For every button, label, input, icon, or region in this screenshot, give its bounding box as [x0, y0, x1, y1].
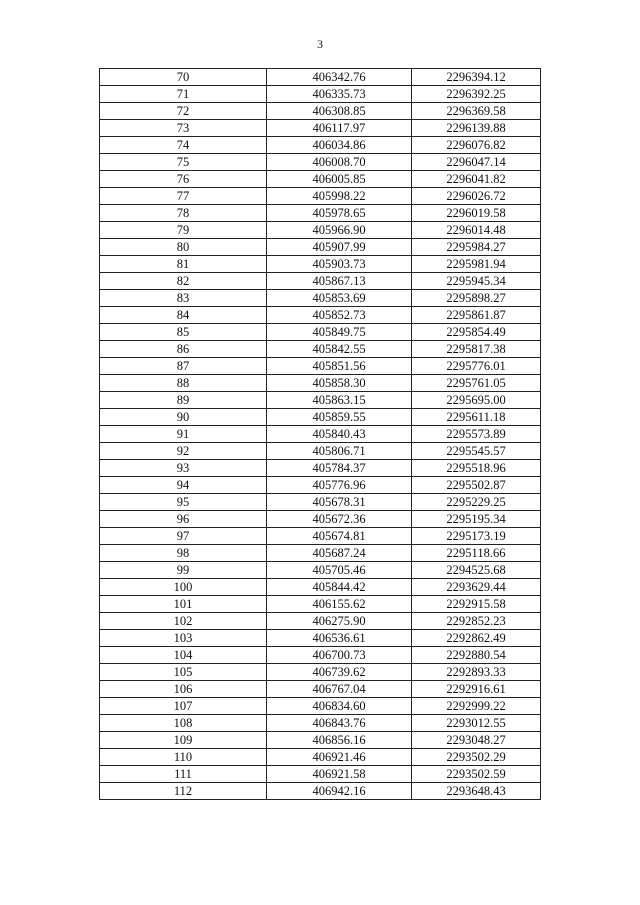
- y-coordinate-cell: 2295945.34: [412, 273, 541, 290]
- table-row: [100, 103, 541, 120]
- table-row: [100, 341, 541, 358]
- y-coordinate-cell: 2296041.82: [412, 171, 541, 188]
- y-coordinate-cell: 2293048.27: [412, 732, 541, 749]
- table-row: [100, 409, 541, 426]
- point-number-cell: 112: [100, 783, 267, 800]
- table-row: [100, 562, 541, 579]
- point-number-cell: 107: [100, 698, 267, 715]
- y-coordinate-cell: 2295573.89: [412, 426, 541, 443]
- point-number-cell: 71: [100, 86, 267, 103]
- table-row: [100, 511, 541, 528]
- table-row: [100, 494, 541, 511]
- point-number-cell: 82: [100, 273, 267, 290]
- x-coordinate-cell: 406335.73: [267, 86, 412, 103]
- point-number-cell: 96: [100, 511, 267, 528]
- page-number: 3: [317, 37, 323, 51]
- x-coordinate-cell: 406942.16: [267, 783, 412, 800]
- x-coordinate-cell: 406843.76: [267, 715, 412, 732]
- x-coordinate-cell: 406739.62: [267, 664, 412, 681]
- y-coordinate-cell: 2292880.54: [412, 647, 541, 664]
- y-coordinate-cell: 2292893.33: [412, 664, 541, 681]
- table-row: [100, 324, 541, 341]
- y-coordinate-cell: 2296392.25: [412, 86, 541, 103]
- x-coordinate-cell: 405863.15: [267, 392, 412, 409]
- x-coordinate-cell: 406005.85: [267, 171, 412, 188]
- point-number-cell: 102: [100, 613, 267, 630]
- y-coordinate-cell: 2295898.27: [412, 290, 541, 307]
- y-coordinate-cell: 2295545.57: [412, 443, 541, 460]
- x-coordinate-cell: 406921.46: [267, 749, 412, 766]
- point-number-cell: 83: [100, 290, 267, 307]
- table-row: [100, 443, 541, 460]
- x-coordinate-cell: 405776.96: [267, 477, 412, 494]
- point-number-cell: 98: [100, 545, 267, 562]
- y-coordinate-cell: 2295173.19: [412, 528, 541, 545]
- table-row: [100, 290, 541, 307]
- point-number-cell: 77: [100, 188, 267, 205]
- point-number-cell: 91: [100, 426, 267, 443]
- y-coordinate-cell: 2296019.58: [412, 205, 541, 222]
- x-coordinate-cell: 406856.16: [267, 732, 412, 749]
- table-row: [100, 681, 541, 698]
- coordinates-table-body: [100, 69, 541, 800]
- x-coordinate-cell: 405842.55: [267, 341, 412, 358]
- y-coordinate-cell: 2296139.88: [412, 120, 541, 137]
- point-number-cell: 76: [100, 171, 267, 188]
- point-number-cell: 74: [100, 137, 267, 154]
- x-coordinate-cell: 405806.71: [267, 443, 412, 460]
- x-coordinate-cell: 406536.61: [267, 630, 412, 647]
- point-number-cell: 103: [100, 630, 267, 647]
- point-number-cell: 92: [100, 443, 267, 460]
- point-number-cell: 75: [100, 154, 267, 171]
- y-coordinate-cell: 2295854.49: [412, 324, 541, 341]
- y-coordinate-cell: 2295611.18: [412, 409, 541, 426]
- y-coordinate-cell: 2295118.66: [412, 545, 541, 562]
- table-row: [100, 630, 541, 647]
- y-coordinate-cell: 2296047.14: [412, 154, 541, 171]
- x-coordinate-cell: 406117.97: [267, 120, 412, 137]
- y-coordinate-cell: 2292915.58: [412, 596, 541, 613]
- y-coordinate-cell: 2295229.25: [412, 494, 541, 511]
- table-row: [100, 664, 541, 681]
- y-coordinate-cell: 2292999.22: [412, 698, 541, 715]
- x-coordinate-cell: 406700.73: [267, 647, 412, 664]
- point-number-cell: 93: [100, 460, 267, 477]
- point-number-cell: 85: [100, 324, 267, 341]
- y-coordinate-cell: 2295981.94: [412, 256, 541, 273]
- table-row: [100, 647, 541, 664]
- table-row: [100, 86, 541, 103]
- x-coordinate-cell: 406008.70: [267, 154, 412, 171]
- x-coordinate-cell: 405687.24: [267, 545, 412, 562]
- y-coordinate-cell: 2294525.68: [412, 562, 541, 579]
- y-coordinate-cell: 2295761.05: [412, 375, 541, 392]
- y-coordinate-cell: 2296014.48: [412, 222, 541, 239]
- coordinates-table: [99, 68, 541, 800]
- point-number-cell: 101: [100, 596, 267, 613]
- point-number-cell: 72: [100, 103, 267, 120]
- y-coordinate-cell: 2295502.87: [412, 477, 541, 494]
- point-number-cell: 73: [100, 120, 267, 137]
- x-coordinate-cell: 406767.04: [267, 681, 412, 698]
- x-coordinate-cell: 406834.60: [267, 698, 412, 715]
- x-coordinate-cell: 405852.73: [267, 307, 412, 324]
- table-row: [100, 749, 541, 766]
- table-row: [100, 307, 541, 324]
- point-number-cell: 97: [100, 528, 267, 545]
- table-row: [100, 715, 541, 732]
- table-row: [100, 154, 541, 171]
- point-number-cell: 84: [100, 307, 267, 324]
- x-coordinate-cell: 405966.90: [267, 222, 412, 239]
- table-row: [100, 239, 541, 256]
- y-coordinate-cell: 2292916.61: [412, 681, 541, 698]
- table-row: [100, 392, 541, 409]
- table-row: [100, 579, 541, 596]
- y-coordinate-cell: 2296076.82: [412, 137, 541, 154]
- x-coordinate-cell: 405907.99: [267, 239, 412, 256]
- x-coordinate-cell: 405998.22: [267, 188, 412, 205]
- point-number-cell: 87: [100, 358, 267, 375]
- point-number-cell: 110: [100, 749, 267, 766]
- x-coordinate-cell: 405867.13: [267, 273, 412, 290]
- y-coordinate-cell: 2295776.01: [412, 358, 541, 375]
- x-coordinate-cell: 405840.43: [267, 426, 412, 443]
- table-row: [100, 188, 541, 205]
- point-number-cell: 106: [100, 681, 267, 698]
- y-coordinate-cell: 2295984.27: [412, 239, 541, 256]
- table-row: [100, 698, 541, 715]
- y-coordinate-cell: 2295695.00: [412, 392, 541, 409]
- y-coordinate-cell: 2296369.58: [412, 103, 541, 120]
- x-coordinate-cell: 405858.30: [267, 375, 412, 392]
- point-number-cell: 109: [100, 732, 267, 749]
- y-coordinate-cell: 2295817.38: [412, 341, 541, 358]
- x-coordinate-cell: 405851.56: [267, 358, 412, 375]
- x-coordinate-cell: 405678.31: [267, 494, 412, 511]
- y-coordinate-cell: 2296026.72: [412, 188, 541, 205]
- x-coordinate-cell: 405849.75: [267, 324, 412, 341]
- table-row: [100, 545, 541, 562]
- y-coordinate-cell: 2295861.87: [412, 307, 541, 324]
- x-coordinate-cell: 405844.42: [267, 579, 412, 596]
- point-number-cell: 104: [100, 647, 267, 664]
- point-number-cell: 111: [100, 766, 267, 783]
- x-coordinate-cell: 406342.76: [267, 69, 412, 86]
- table-row: [100, 69, 541, 86]
- x-coordinate-cell: 406155.62: [267, 596, 412, 613]
- table-row: [100, 426, 541, 443]
- point-number-cell: 81: [100, 256, 267, 273]
- point-number-cell: 95: [100, 494, 267, 511]
- x-coordinate-cell: 406034.86: [267, 137, 412, 154]
- table-row: [100, 528, 541, 545]
- y-coordinate-cell: 2292852.23: [412, 613, 541, 630]
- table-row: [100, 460, 541, 477]
- point-number-cell: 80: [100, 239, 267, 256]
- table-row: [100, 596, 541, 613]
- point-number-cell: 94: [100, 477, 267, 494]
- table-row: [100, 137, 541, 154]
- table-row: [100, 358, 541, 375]
- x-coordinate-cell: 406308.85: [267, 103, 412, 120]
- table-row: [100, 732, 541, 749]
- point-number-cell: 89: [100, 392, 267, 409]
- point-number-cell: 105: [100, 664, 267, 681]
- y-coordinate-cell: 2293629.44: [412, 579, 541, 596]
- table-row: [100, 783, 541, 800]
- table-row: [100, 613, 541, 630]
- y-coordinate-cell: 2292862.49: [412, 630, 541, 647]
- x-coordinate-cell: 405784.37: [267, 460, 412, 477]
- y-coordinate-cell: 2295195.34: [412, 511, 541, 528]
- point-number-cell: 100: [100, 579, 267, 596]
- point-number-cell: 108: [100, 715, 267, 732]
- point-number-cell: 86: [100, 341, 267, 358]
- table-row: [100, 273, 541, 290]
- table-row: [100, 256, 541, 273]
- x-coordinate-cell: 406275.90: [267, 613, 412, 630]
- point-number-cell: 79: [100, 222, 267, 239]
- point-number-cell: 78: [100, 205, 267, 222]
- table-row: [100, 120, 541, 137]
- x-coordinate-cell: 405859.55: [267, 409, 412, 426]
- point-number-cell: 88: [100, 375, 267, 392]
- y-coordinate-cell: 2295518.96: [412, 460, 541, 477]
- table-row: [100, 222, 541, 239]
- y-coordinate-cell: 2293648.43: [412, 783, 541, 800]
- x-coordinate-cell: 405978.65: [267, 205, 412, 222]
- y-coordinate-cell: 2293502.59: [412, 766, 541, 783]
- table-row: [100, 171, 541, 188]
- y-coordinate-cell: 2293012.55: [412, 715, 541, 732]
- x-coordinate-cell: 405674.81: [267, 528, 412, 545]
- table-row: [100, 205, 541, 222]
- x-coordinate-cell: 405903.73: [267, 256, 412, 273]
- point-number-cell: 99: [100, 562, 267, 579]
- y-coordinate-cell: 2293502.29: [412, 749, 541, 766]
- x-coordinate-cell: 405672.36: [267, 511, 412, 528]
- x-coordinate-cell: 406921.58: [267, 766, 412, 783]
- x-coordinate-cell: 405853.69: [267, 290, 412, 307]
- point-number-cell: 70: [100, 69, 267, 86]
- point-number-cell: 90: [100, 409, 267, 426]
- table-row: [100, 477, 541, 494]
- y-coordinate-cell: 2296394.12: [412, 69, 541, 86]
- x-coordinate-cell: 405705.46: [267, 562, 412, 579]
- table-row: [100, 766, 541, 783]
- table-row: [100, 375, 541, 392]
